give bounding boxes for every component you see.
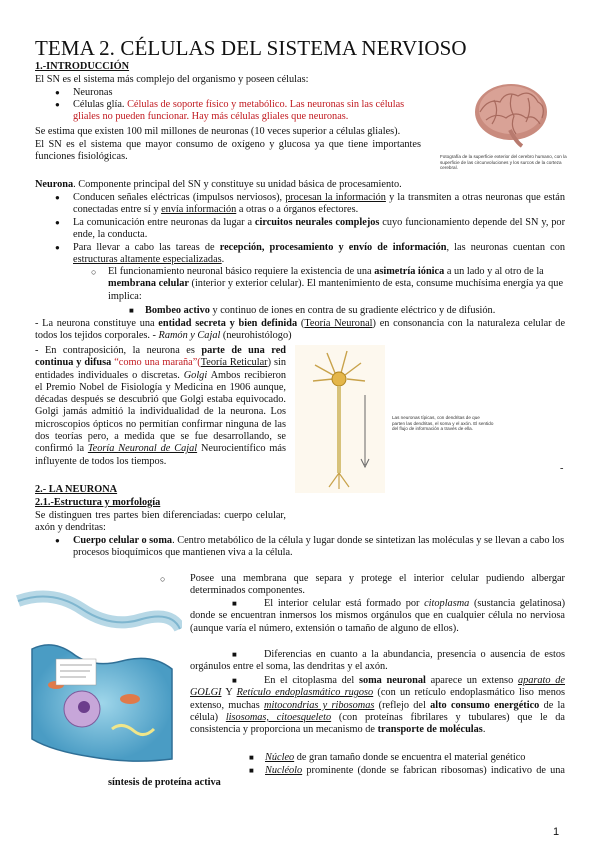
text: (neurohistólogo) — [220, 330, 292, 342]
interior-square — [190, 598, 565, 635]
cell-illustration — [12, 589, 182, 764]
text: El interior celular está formado por — [264, 598, 425, 609]
text: cuyo funcionamiento depende del SN y, por ende, la conducta. — [73, 217, 565, 241]
text: Núcleo — [265, 752, 295, 763]
text: ) en consonancia con la naturaleza celular de todos los tejidos corporales. - — [35, 318, 566, 342]
text: membrana celular — [108, 278, 189, 290]
text: procesan la información — [285, 192, 386, 203]
text: El funcionamiento neuronal básico requiere la existencia de una — [108, 266, 375, 277]
text: entidad secreta y bien definida — [158, 318, 298, 329]
consumption-text: El SN es el sistema que mayor consumo de oxígeno y glucosa ya que tiene importantes funciones fisiológicas. — [35, 139, 421, 163]
text: Diferencias en cuanto a la abundancia, presencia o ausencia de estos orgánulos entre el soma, las dendritas y el axón. — [190, 649, 565, 673]
text: a un lado y al otro de la — [444, 266, 544, 277]
text: Bombeo activo — [145, 305, 210, 316]
text: Teoría Reticular — [200, 357, 268, 369]
text: (sustancia gelatinosa) donde se encuentran inmersos los mismos orgánulos que en cualquier célula no nerviosa (aunque varía el número, extensión o tamaño de alguno de ellos). — [190, 598, 565, 634]
glia-label: Células glía. — [73, 99, 125, 110]
text: transporte de moléculas — [377, 724, 483, 736]
page-number: 1 — [553, 826, 560, 838]
bullet-neuronas: ● Neuronas — [73, 87, 112, 99]
glia-description: Células de soporte físico y metabólico. Las neuronas sin las células gliales no pueden funcionar. Hay más células gliales que neuronas. — [73, 99, 405, 123]
neurona-bullet-2 — [73, 217, 565, 242]
dash-mark: - — [560, 463, 564, 474]
text: y la transmiten a otras neuronas que están conectadas entre sí y — [73, 192, 565, 216]
text: (interior y exterior celular). El mantenimiento de esta, consume muchísima energía ya que implica: — [108, 278, 564, 302]
text: y continuo de iones en contra de su gradiente eléctrico y de difusión. — [209, 305, 496, 316]
text: aparece un extenso — [425, 675, 518, 686]
neurona-label: Neurona — [35, 179, 74, 190]
citoplasma-square — [190, 675, 565, 736]
estimate-text: Se estima que existen 100 mil millones de neuronas (10 veces superior a células gliales). — [35, 126, 401, 137]
neuron-caption: Las neuronas típicas, con dendritas de que parten las dendritas, el soma y el axón. El sentido del flujo de información a través de ella. — [392, 415, 494, 432]
estructura-intro: Se distinguen tres partes bien diferenciadas: cuerpo celular, axón y dendritas: — [35, 510, 286, 534]
text: mitocondrias y ribosomas — [264, 699, 375, 711]
neurona-text: . Componente principal del SN y constituye su unidad básica de procesamiento. — [73, 179, 402, 190]
text: envía información — [161, 204, 237, 216]
nucleo-square — [265, 752, 565, 764]
text: Posee una membrana que separa y protege el interior celular pudiendo albergar determinados componentes. — [190, 573, 565, 597]
text: Conducen señales eléctricas (impulsos nerviosos), — [73, 192, 286, 203]
bullet-glia — [73, 99, 423, 124]
soma-bullet — [73, 535, 565, 560]
text: parte de una red continua y difusa — [35, 345, 286, 369]
text: aparato de GOLGI — [190, 675, 565, 699]
text: (reflejo del — [374, 699, 431, 711]
text: recepción, procesamiento y envío de información — [219, 242, 447, 253]
text: . Centro metabólico de la célula y lugar donde se sintetizan las moléculas y se llevan a cabo los procesos bioquímicos que mantienen viva a la célula. — [73, 535, 565, 559]
text: Retículo endoplasmático rugoso — [236, 687, 374, 699]
text: asimetría iónica — [374, 266, 445, 277]
text: ) sin entidades individuales o discretas. — [35, 357, 286, 381]
text: Nucléolo — [265, 765, 303, 776]
text: Neurocientífico más influyente de todos los tiempos. — [35, 443, 286, 467]
text: circuitos neurales complejos — [254, 217, 380, 228]
text: (con un retículo endoplasmático liso menos extenso, muchas — [190, 687, 566, 711]
page-title: TEMA 2. CÉLULAS DEL SISTEMA NERVIOSO — [35, 36, 467, 60]
membrana-circle — [190, 573, 565, 598]
text: citoplasma — [424, 598, 470, 609]
text: estructuras altamente especializadas — [73, 254, 222, 266]
text: ( — [297, 318, 305, 329]
text: (con proteínas fibrilares y tubulares) que le da consistencia y proporciona un mecanismo de — [190, 711, 566, 736]
text: . — [482, 724, 486, 736]
neurona-definition — [35, 179, 575, 191]
teoria-reticular-paragraph — [35, 345, 286, 468]
nucleolo-square — [108, 765, 565, 790]
subsection-heading-estructura: 2.1.-Estructura y morfología — [35, 497, 161, 508]
neuron-illustration — [295, 345, 385, 493]
text: - La neurona constituye una — [35, 318, 159, 329]
text: , las neuronas cuentan con — [446, 242, 565, 253]
text: Ramón y Cajal — [158, 330, 221, 342]
text: de gran tamaño donde se encuentra el material genético — [294, 752, 526, 763]
text: Para llevar a cabo las tareas de — [73, 242, 220, 253]
text: prominente (donde se fabrican ribosomas) indicativo de una — [302, 765, 565, 776]
text: En el citoplasma del — [264, 675, 359, 686]
neurona-bullet-3 — [73, 242, 565, 267]
brain-caption: Fotografía de la superficie exterior del cerebro humano, con la superficie de las circunvoluciones y los surcos de la corteza cerebral. — [440, 154, 567, 171]
text: Cuerpo celular o soma — [73, 535, 173, 546]
text: Teoría Neuronal — [304, 318, 373, 329]
brain-photo — [466, 72, 556, 152]
text: Golgi — [183, 369, 208, 381]
text: Teoría Neuronal de Cajal — [87, 443, 198, 455]
text: Ambos recibieron el Premio Nobel de Fisiología y Medicina en 1906 aunque, décadas después se descubrió que Golgi estaba equivocado. Golgi jamás admitió la individualidad de la neurona. Los microscopios ópticos no permitían confirmar ninguna de las dos teorías pero, a medida que se fue desarrollando, se confirmó la — [35, 369, 286, 455]
text: La comunicación entre neuronas da lugar a — [73, 217, 255, 228]
intro-text: El SN es el sistema más complejo del organismo y poseen células: — [35, 74, 309, 85]
neurona-square-1 — [145, 305, 565, 317]
neurona-bullet-1 — [73, 192, 565, 217]
text: síntesis de proteína activa — [108, 777, 221, 789]
neurona-circle-1 — [108, 266, 565, 303]
teoria-neuronal-paragraph — [35, 318, 565, 343]
section-heading-introduccion: 1.-INTRODUCCIÓN — [35, 61, 130, 72]
text: a otras o a órganos efectores. — [236, 204, 359, 216]
text: lisosomas, citoesqueleto — [225, 711, 332, 723]
text: Y — [221, 687, 237, 699]
text: alto consumo energético — [430, 699, 540, 711]
text: soma neuronal — [358, 675, 426, 686]
text: - En contraposición, la neurona es — [35, 345, 202, 356]
section-heading-la-neurona: 2.- LA NEURONA — [35, 484, 118, 495]
text: de la célula) — [190, 699, 565, 723]
diferencias-square — [190, 649, 565, 674]
text: . — [221, 254, 225, 266]
text: “como una maraña”( — [111, 357, 201, 369]
